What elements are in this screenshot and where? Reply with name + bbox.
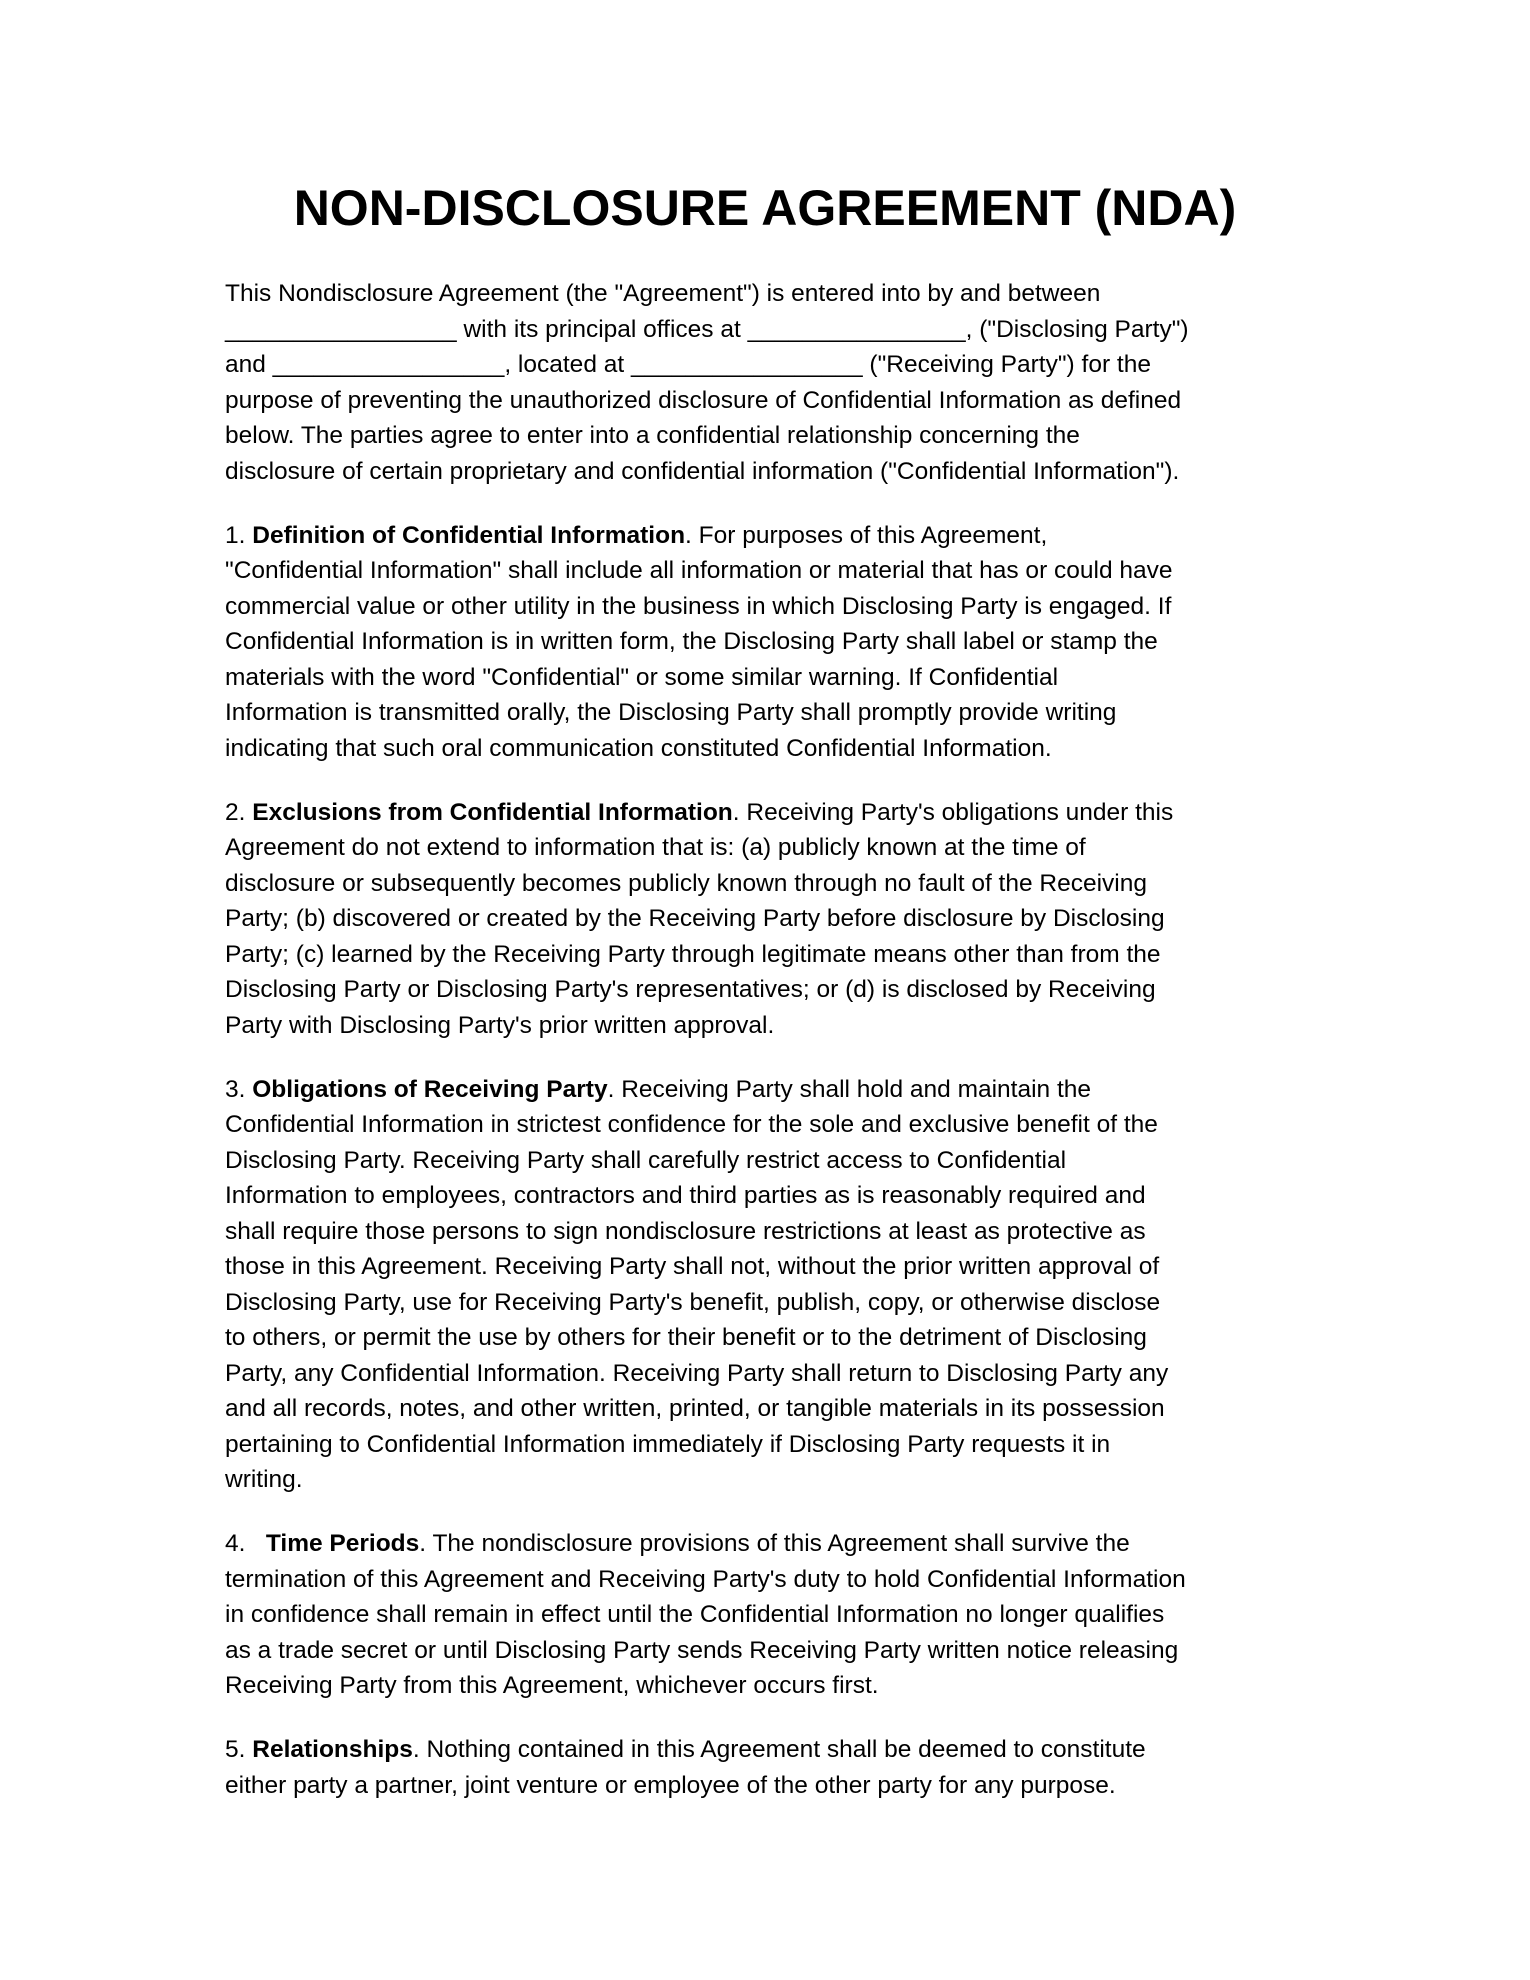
document-line (225, 1732, 1305, 1768)
document-line: Disclosing Party or Disclosing Party's representatives; or (d) is disclosed by Receiving (225, 976, 1156, 1003)
intro-paragraph (225, 276, 1305, 489)
document-line: those in this Agreement. Receiving Party shall not, without the prior written approval of (225, 1253, 1160, 1280)
section-heading: Exclusions from Confidential Information (252, 798, 733, 826)
document-line: Information to employees, contractors and third parties as is reasonably required and (225, 1182, 1146, 1209)
document-line: purpose of preventing the unauthorized disclosure of Confidential Information as defined (225, 386, 1182, 414)
document-line: to others, or permit the use by others for their benefit or to the detriment of Disclosing (225, 1324, 1147, 1351)
section-2-paragraph (225, 795, 1305, 1044)
section-number: 1. (225, 521, 253, 549)
document-line: Party; (b) discovered or created by the Receiving Party before disclosure by Disclosing (225, 905, 1165, 932)
document-line: shall require those persons to sign nondisclosure restrictions at least as protective as (225, 1217, 1146, 1245)
document-title: NON-DISCLOSURE AGREEMENT (NDA) (293, 180, 1237, 236)
section-heading: Time Periods (265, 1530, 420, 1557)
document-line: Confidential Information in strictest confidence for the sole and exclusive benefit of the (225, 1111, 1158, 1138)
document-line: writing. (225, 1466, 303, 1493)
section-heading-rest: . For purposes of this Agreement, (685, 521, 1048, 549)
section-heading-rest: . Receiving Party shall hold and maintain the (607, 1075, 1092, 1103)
section-heading-rest: . The nondisclosure provisions of this Agreement shall survive the (419, 1530, 1130, 1557)
section-heading: Relationships (252, 1736, 413, 1763)
document-line: Party; (c) learned by the Receiving Party through legitimate means other than from the (225, 940, 1161, 968)
document-line: disclosure or subsequently becomes publicly known through no fault of the Receiving (225, 869, 1148, 897)
document-line (225, 1072, 1305, 1108)
section-number: 2. (225, 798, 253, 826)
document-line: as a trade secret or until Disclosing Party sends Receiving Party written notice releasing (225, 1636, 1179, 1664)
document-line: "Confidential Information" shall include all information or material that has or could have (225, 557, 1173, 584)
document-line: Agreement do not extend to information that is: (a) publicly known at the time of (225, 834, 1086, 861)
document-line: termination of this Agreement and Receiving Party's duty to hold Confidential Information (225, 1565, 1186, 1593)
document-line: disclosure of certain proprietary and confidential information ("Confidential Information"). (225, 457, 1180, 485)
section-heading-rest: . Receiving Party's obligations under this (732, 798, 1174, 826)
document-line: Disclosing Party. Receiving Party shall carefully restrict access to Confidential (225, 1146, 1067, 1174)
document-line: below. The parties agree to enter into a confidential relationship concerning the (225, 422, 1080, 449)
document-line: Party with Disclosing Party's prior written approval. (225, 1011, 775, 1039)
document-line: Information is transmitted orally, the Disclosing Party shall promptly provide writing (225, 699, 1117, 726)
section-3-paragraph (225, 1072, 1305, 1498)
document-body (225, 276, 1305, 1803)
document-line: This Nondisclosure Agreement (the "Agreement") is entered into by and between (225, 280, 1101, 307)
section-number: 5. (225, 1736, 253, 1763)
section-1-paragraph (225, 518, 1305, 767)
document-line: materials with the word "Confidential" or some similar warning. If Confidential (225, 663, 1059, 691)
document-line: Confidential Information is in written form, the Disclosing Party shall label or stamp the (225, 628, 1158, 655)
document-line (225, 1526, 1305, 1562)
document-line: Disclosing Party, use for Receiving Party's benefit, publish, copy, or otherwise disclose (225, 1288, 1161, 1316)
document-line: _________________ with its principal offices at ________________, ("Disclosing Party") (225, 315, 1189, 343)
section-heading: Definition of Confidential Information (252, 521, 686, 549)
section-4-paragraph (225, 1526, 1305, 1704)
document-line: pertaining to Confidential Information immediately if Disclosing Party requests it in (225, 1430, 1111, 1458)
section-5-paragraph (225, 1732, 1305, 1803)
document-line: commercial value or other utility in the business in which Disclosing Party is engaged. If (225, 592, 1172, 620)
document-line: either party a partner, joint venture or employee of the other party for any purpose. (225, 1771, 1116, 1799)
document-line (225, 795, 1305, 831)
section-heading: Obligations of Receiving Party (252, 1075, 608, 1103)
document-line: indicating that such oral communication constituted Confidential Information. (225, 734, 1052, 762)
document-line: and all records, notes, and other written, printed, or tangible materials in its possession (225, 1395, 1165, 1422)
document-line (225, 518, 1305, 554)
section-number: 4. (225, 1530, 266, 1557)
document-line: Receiving Party from this Agreement, whichever occurs first. (225, 1672, 879, 1699)
section-heading-rest: . Nothing contained in this Agreement shall be deemed to constitute (412, 1736, 1146, 1763)
document-line: and _________________, located at _________________ ("Receiving Party") for the (225, 351, 1151, 378)
document-line: in confidence shall remain in effect until the Confidential Information no longer qualifies (225, 1601, 1165, 1628)
section-number: 3. (225, 1075, 253, 1103)
document-line: Party, any Confidential Information. Receiving Party shall return to Disclosing Party any (225, 1359, 1169, 1387)
